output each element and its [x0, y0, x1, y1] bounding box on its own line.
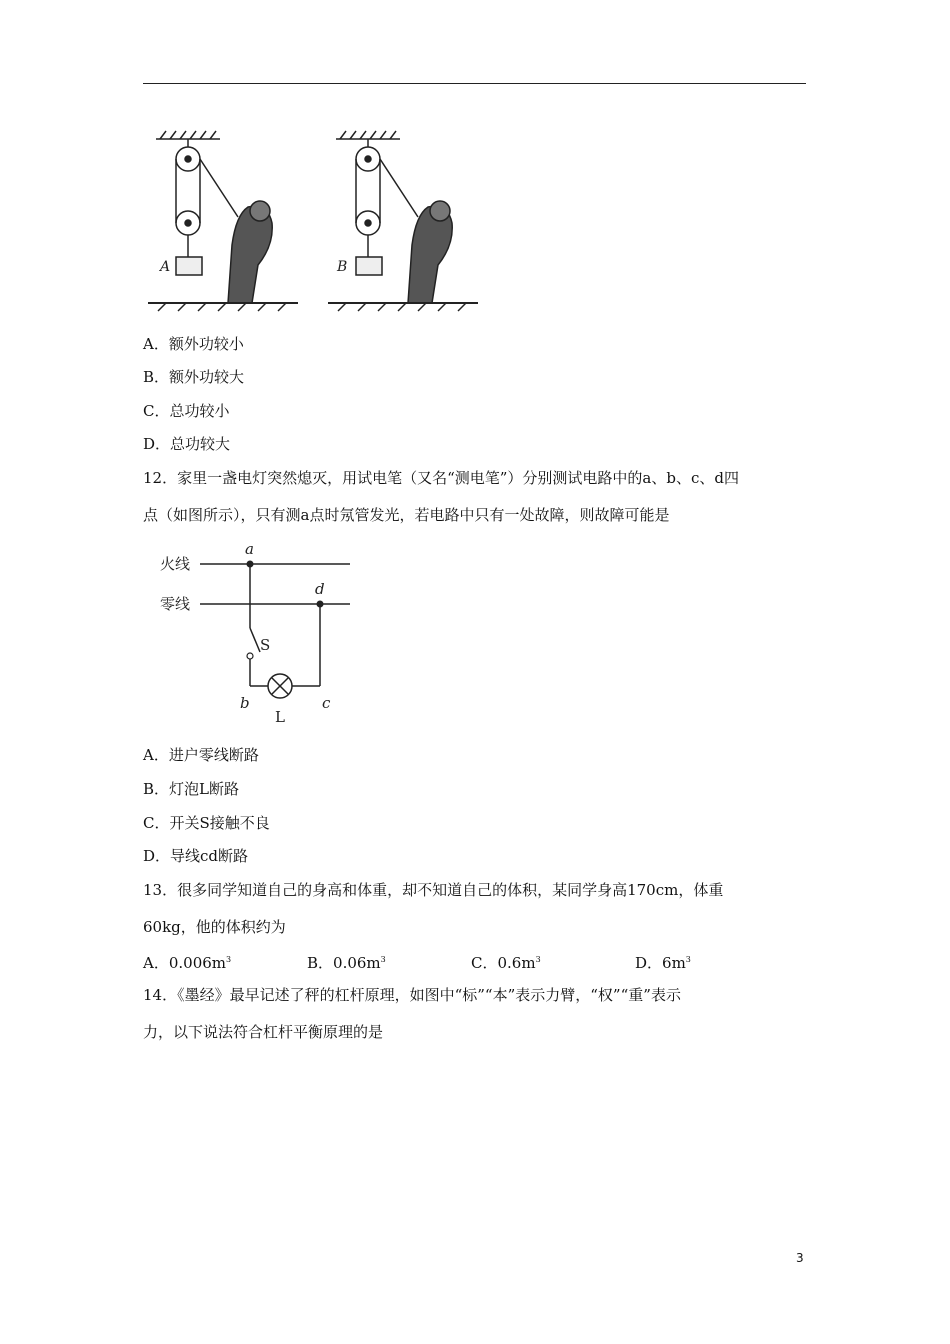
q13-stem-line2: 60kg，他的体积约为 — [143, 918, 286, 936]
q11-option-a: A．额外功较小 — [143, 335, 244, 353]
label-point-b: b — [240, 694, 250, 712]
q13-option-b: B．$0.06m^3$ — [307, 954, 386, 972]
pulley-system-b — [328, 131, 478, 311]
q14-stem-line1: 14．《墨经》最早记述了秤的杠杆原理，如图中“标”“本”表示力臂，“权”“重”表示 — [143, 986, 681, 1004]
q12-option-c: C．开关S接触不良 — [143, 814, 270, 832]
q12-stem-line2: 点（如图所示），只有测a点时氖管发光，若电路中只有一处故障，则故障可能是 — [143, 506, 670, 524]
label-point-c: c — [322, 694, 331, 712]
pulley-system-a — [148, 131, 298, 311]
q14-stem-line2: 力，以下说法符合杠杆平衡原理的是 — [143, 1023, 384, 1041]
q13-option-d: D．$6m^3$ — [635, 954, 691, 972]
label-point-d: d — [315, 580, 325, 598]
q12-option-d: D．导线cd断路 — [143, 847, 249, 865]
q13-stem-line1: 13．很多同学知道自己的身高和体重，却不知道自己的体积，某同学身高170cm，体重 — [143, 881, 724, 899]
label-point-a: a — [245, 540, 254, 558]
q11-option-b: B．额外功较大 — [143, 368, 245, 386]
label-lamp: L — [275, 708, 285, 726]
figure-label-b: B — [337, 259, 348, 275]
q13-option-c: C．$0.6m^3$ — [471, 954, 541, 972]
header-rule — [143, 83, 806, 84]
figure-label-a: A — [160, 259, 171, 275]
q12-option-a: A．进户零线断路 — [143, 746, 259, 764]
q11-option-d: D．总功较大 — [143, 435, 231, 453]
circuit-figure — [160, 540, 360, 730]
page-number: 3 — [796, 1251, 804, 1265]
q11-option-c: C．总功较小 — [143, 402, 230, 420]
label-live-wire: 火线 — [160, 555, 191, 573]
q13-option-a: A．$0.006m^3$ — [143, 954, 232, 972]
label-neutral-wire: 零线 — [160, 595, 191, 613]
pulley-figure — [148, 125, 528, 315]
q12-stem-line1: 12．家里一盏电灯突然熄灭，用试电笔（又名“测电笔”）分别测试电路中的a、b、c、d四 — [143, 469, 739, 487]
label-switch: S — [260, 636, 271, 654]
q12-option-b: B．灯泡L断路 — [143, 780, 239, 798]
